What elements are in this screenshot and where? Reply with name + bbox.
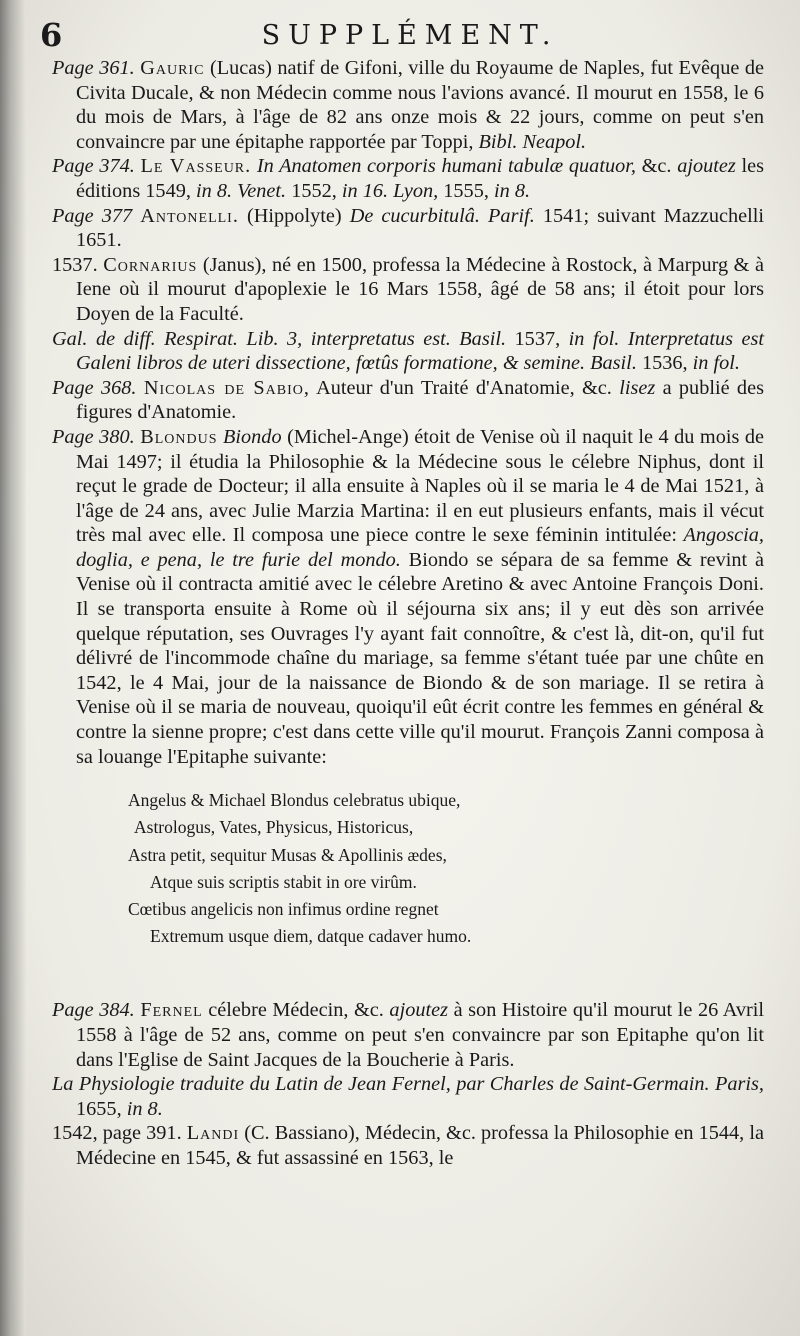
entry-ref: Page 377 xyxy=(52,204,133,227)
entry-name: Blondus xyxy=(140,425,218,448)
entry-blondus xyxy=(52,425,764,769)
entry-ref: Page 361. xyxy=(52,57,135,79)
book-gutter-shadow xyxy=(0,0,26,1336)
entry-ref: 1542, page 391. xyxy=(52,1122,182,1145)
entry-ref: 1537. xyxy=(52,253,98,276)
page-header xyxy=(40,14,780,54)
entry-text: 1552, xyxy=(286,179,342,202)
entry-text: 1655, xyxy=(76,1097,127,1120)
entry-italic: ajoutez xyxy=(677,155,736,178)
entry-italic: De cucurbitulâ. Parif. xyxy=(349,204,535,227)
entry-italic: in 16. Lyon, xyxy=(341,179,439,202)
entry-italic: in fol. xyxy=(692,352,740,375)
entry-name: Gauric xyxy=(140,57,205,79)
entry-text: les éditions 1549, xyxy=(76,155,764,202)
entry-text: Biondo se sépara de sa femme & revint à Venise où il contracta amitié avec le célebre Aretino & avec Antoine François Doni. Il se transporta ensuite à Rome où il séjourna six ans; il y eut dès son arrivée quelque réputation, ses Ouvrages l'y ayant fait connoître, & c'est là, dit-on, qu'il fut délivré de l'incommode chaîne du mariage, sa femme s'étant tuée par une chûte en 1542, le 4 Mai, jour de la naissance de Biondo & de son mariage. Il se retira à Venise où il se maria de nouveau, quoiqu'il eût écrit contre les femmes en général & contre la sienne propre; c'est dans cette ville qu'il mourut. François Zanni composa à sa louange l'Epitaphe suivante: xyxy=(76,548,764,768)
entry-landi xyxy=(52,1121,764,1170)
entry-ref: Page 374. xyxy=(52,155,135,178)
entry-italic: Bibl. Neapol. xyxy=(478,130,587,153)
entry-text: 1536, xyxy=(636,352,693,375)
entry-text: Auteur d'un Traité d'Anatomie, &c. xyxy=(309,376,620,399)
entry-text: à son Histoire qu'il mourut le 26 Avril 1558 à l'âge de 52 ans, comme on peut s'en convaincre par son Epitaphe qu'on lit dans l'Eglise de Saint Jacques de la Boucherie à Paris. xyxy=(76,999,764,1071)
entry-italic: in 8. xyxy=(126,1097,163,1120)
entry-italic: lisez xyxy=(619,376,656,399)
poem-line: Cœtibus angelicis non infimus ordine regnet xyxy=(128,899,439,920)
entry-italic: in 8. xyxy=(493,179,531,202)
entry-text: &c. xyxy=(635,155,678,178)
entry-italic: In Anatomen corporis humani tabulæ quatuor, xyxy=(251,155,636,178)
entry-name: Landi xyxy=(186,1122,240,1145)
entry-antonelli xyxy=(52,204,764,253)
entry-italic: in fol. Interpretatus est Galeni libros de uteri dissectione, fœtûs formatione, & semine. Basil. xyxy=(76,327,764,375)
entry-italic: in 8. Venet. xyxy=(196,179,287,202)
page-number: 6 xyxy=(40,16,63,54)
entry-ref: Page 380. xyxy=(52,425,135,448)
entry-galen xyxy=(52,327,764,376)
entry-ref: Page 368. xyxy=(52,376,137,399)
entry-text: 1537, xyxy=(506,327,569,350)
entry-italic: Gal. de diff. Respirat. Lib. 3, interpretatus est. Basil. xyxy=(52,327,507,350)
entry-text: (Lucas) natif de Gifoni, ville du Royaume de Naples, fut Evêque de Civita Ducale, & non Médecin comme nous l'avions avancé. Il mourut en 1558, le 6 du mois de Mars, à l'âge de 82 ans onze mois & 22 jours, comme on peut s'en convaincre par une épitaphe rapportée par Toppi, xyxy=(76,57,765,153)
entry-text: (Michel-Ange) étoit de Venise où il naquit le 4 du mois de Mai 1497; il étudia la Philosophie & la Médecine sous le célebre Niphus, dont il reçut le grade de Docteur; il alla ensuite à Naples où il se maria le 4 de Mai 1521, à l'âge de 24 ans, avec Julie Marzia Martina: il en eut plusieurs enfants, mais il vécut très mal avec elle. Il composa une piece contre le sexe féminin intitulée: xyxy=(76,425,765,547)
entry-le-vasseur xyxy=(52,154,764,203)
poem-line: Atque suis scriptis stabit in ore virûm. xyxy=(150,871,417,892)
entry-text: 1541; suivant Mazzuchelli 1651. xyxy=(76,204,765,252)
entry-physiologie xyxy=(52,1072,764,1121)
entry-name: Cornarius xyxy=(103,253,198,276)
entry-name: Fernel xyxy=(140,999,203,1022)
poem-line: Astra petit, sequitur Musas & Apollinis ædes, xyxy=(128,844,447,865)
entry-italic: Angoscia, doglia, e pena, le tre furie del mondo. xyxy=(76,524,764,571)
entry-text: 1555, xyxy=(438,179,494,202)
entry-italic: ajoutez xyxy=(389,999,449,1022)
entry-text: célebre Médecin, &c. xyxy=(202,999,390,1022)
poem-line: Angelus & Michael Blondus celebratus ubique, xyxy=(128,790,461,811)
running-head: SUPPLÉMENT. xyxy=(261,20,559,51)
entry-name: Le Vasseur. xyxy=(140,155,252,178)
entry-text: (Janus), né en 1500, professa la Médecine à Rostock, à Marpurg & à Iene où il mourut d'apoplexie le 16 Mars 1558, âgé de 58 ans; il étoit pour lors Doyen de la Faculté. xyxy=(76,253,764,325)
page-body xyxy=(52,56,764,1171)
entry-name: Antonelli. xyxy=(140,204,239,227)
entry-sabio xyxy=(52,376,764,425)
entry-text: (Hippolyte) xyxy=(238,204,350,227)
entry-cornarius xyxy=(52,253,764,327)
entry-text: (C. Bassiano), Médecin, &c. professa la Philosophie en 1544, la Médecine en 1545, & fut assassiné en 1563, le xyxy=(76,1122,764,1169)
poem-line: Astrologus, Vates, Physicus, Historicus, xyxy=(134,817,414,838)
entry-italic: La Physiologie traduite du Latin de Jean Fernel, par Charles de Saint-Germain. Paris, xyxy=(52,1073,764,1096)
entry-fernel xyxy=(52,998,764,1072)
entry-text: a publié des figures d'Anatomie. xyxy=(76,376,764,424)
entry-gauric xyxy=(52,56,764,154)
poem-line: Extremum usque diem, datque cadaver humo. xyxy=(150,926,472,947)
epitaph-poem xyxy=(128,787,764,950)
entry-ref: Page 384. xyxy=(52,999,135,1022)
entry-name: Nicolas de Sabio, xyxy=(143,376,310,399)
entry-italic: Biondo xyxy=(217,425,282,448)
